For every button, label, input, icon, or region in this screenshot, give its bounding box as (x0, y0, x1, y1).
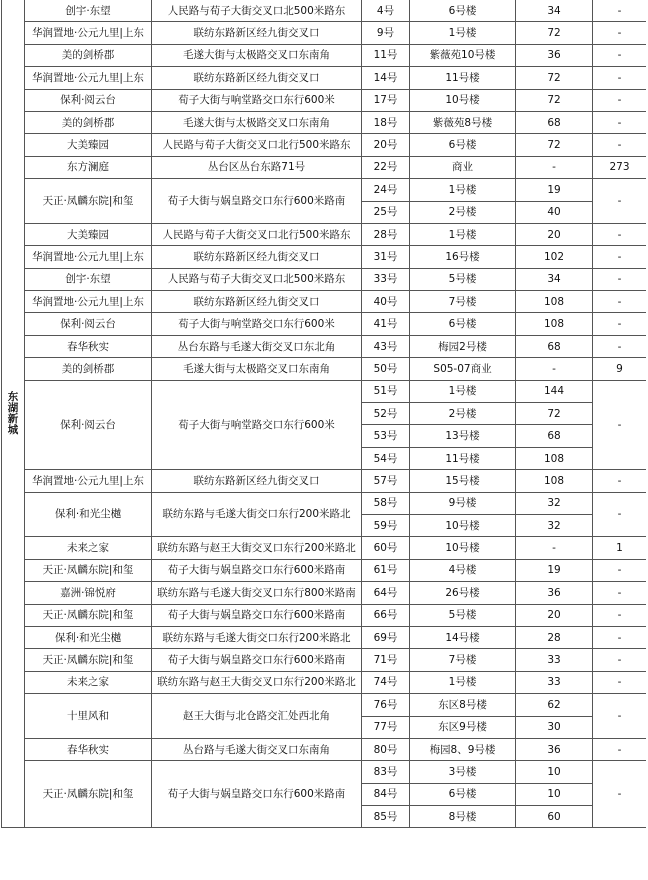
extra-count: - (593, 671, 647, 693)
extra-count: - (593, 649, 647, 671)
table-row (2, 111, 647, 133)
building-name: 6号楼 (410, 0, 516, 22)
lot-number: 61号 (362, 559, 410, 581)
project-address: 赵王大街与北仓路交汇处西北角 (152, 694, 362, 739)
building-name: 3号楼 (410, 761, 516, 783)
extra-count: - (593, 291, 647, 313)
table-row (2, 626, 647, 648)
project-name: 美的剑桥郡 (25, 358, 152, 380)
extra-count: - (593, 694, 647, 739)
building-name: 东区9号楼 (410, 716, 516, 738)
lot-number: 14号 (362, 67, 410, 89)
lot-number: 57号 (362, 470, 410, 492)
project-address: 荀子大街与娲皇路交口东行600米路南 (152, 559, 362, 581)
unit-count: 68 (516, 335, 593, 357)
project-name: 创宇·东望 (25, 0, 152, 22)
extra-count: - (593, 582, 647, 604)
project-name: 天正·凤麟东院|和玺 (25, 179, 152, 224)
project-name: 天正·凤麟东院|和玺 (25, 649, 152, 671)
lot-number: 76号 (362, 694, 410, 716)
table-row (2, 89, 647, 111)
building-name: 1号楼 (410, 380, 516, 402)
building-name: 11号楼 (410, 447, 516, 469)
district-label: 东湖新城 (7, 390, 19, 436)
project-address: 人民路与荀子大街交叉口北500米路东 (152, 268, 362, 290)
lot-number: 18号 (362, 111, 410, 133)
unit-count: 108 (516, 313, 593, 335)
project-name: 天正·凤麟东院|和玺 (25, 559, 152, 581)
extra-count: - (593, 335, 647, 357)
project-name: 保利·和光尘樾 (25, 626, 152, 648)
project-address: 丛台路与毛遂大街交叉口东南角 (152, 738, 362, 760)
lot-number: 22号 (362, 156, 410, 178)
project-name: 华润置地·公元九里|上东 (25, 22, 152, 44)
unit-count: 34 (516, 268, 593, 290)
project-name: 天正·凤麟东院|和玺 (25, 761, 152, 828)
lot-number: 50号 (362, 358, 410, 380)
unit-count: 36 (516, 582, 593, 604)
project-name: 华润置地·公元九里|上东 (25, 246, 152, 268)
table-row (2, 291, 647, 313)
project-name: 未来之家 (25, 671, 152, 693)
extra-count: - (593, 492, 647, 537)
project-name: 天正·凤麟东院|和玺 (25, 604, 152, 626)
lot-number: 83号 (362, 761, 410, 783)
unit-count: 28 (516, 626, 593, 648)
unit-count: 36 (516, 44, 593, 66)
table-row (2, 492, 647, 514)
housing-table (1, 0, 646, 828)
building-name: 1号楼 (410, 179, 516, 201)
extra-count: - (593, 313, 647, 335)
lot-number: 59号 (362, 514, 410, 536)
table-row (2, 582, 647, 604)
unit-count: 68 (516, 425, 593, 447)
project-name: 华润置地·公元九里|上东 (25, 67, 152, 89)
building-name: 15号楼 (410, 470, 516, 492)
project-address: 联纺东路与赵王大街交叉口东行200米路北 (152, 537, 362, 559)
project-address: 人民路与荀子大街交叉口北500米路东 (152, 0, 362, 22)
extra-count: - (593, 89, 647, 111)
unit-count: 102 (516, 246, 593, 268)
table-row (2, 537, 647, 559)
unit-count: 30 (516, 716, 593, 738)
building-name: 6号楼 (410, 313, 516, 335)
building-name: 7号楼 (410, 649, 516, 671)
building-name: 10号楼 (410, 537, 516, 559)
project-address: 丛台东路与毛遂大街交叉口东北角 (152, 335, 362, 357)
building-name: 1号楼 (410, 22, 516, 44)
project-name: 东方澜庭 (25, 156, 152, 178)
lot-number: 69号 (362, 626, 410, 648)
project-address: 联纺东路与赵王大街交叉口东行200米路北 (152, 671, 362, 693)
lot-number: 40号 (362, 291, 410, 313)
project-address: 荀子大街与响堂路交口东行600米 (152, 380, 362, 470)
lot-number: 52号 (362, 403, 410, 425)
lot-number: 80号 (362, 738, 410, 760)
lot-number: 71号 (362, 649, 410, 671)
table-row (2, 358, 647, 380)
building-name: 2号楼 (410, 403, 516, 425)
extra-count: - (593, 380, 647, 470)
extra-count: - (593, 134, 647, 156)
building-name: 1号楼 (410, 223, 516, 245)
building-name: 5号楼 (410, 268, 516, 290)
lot-number: 20号 (362, 134, 410, 156)
extra-count: - (593, 761, 647, 828)
project-name: 美的剑桥郡 (25, 111, 152, 133)
project-name: 保利·阅云台 (25, 380, 152, 470)
project-name: 华润置地·公元九里|上东 (25, 291, 152, 313)
extra-count: - (593, 223, 647, 245)
building-name: 7号楼 (410, 291, 516, 313)
unit-count: 33 (516, 671, 593, 693)
project-name: 春华秋实 (25, 335, 152, 357)
table-row (2, 246, 647, 268)
extra-count: 273 (593, 156, 647, 178)
lot-number: 53号 (362, 425, 410, 447)
unit-count: 108 (516, 470, 593, 492)
extra-count: - (593, 111, 647, 133)
extra-count: - (593, 67, 647, 89)
building-name: 13号楼 (410, 425, 516, 447)
building-name: 4号楼 (410, 559, 516, 581)
project-name: 华润置地·公元九里|上东 (25, 470, 152, 492)
table-row (2, 559, 647, 581)
extra-count: 1 (593, 537, 647, 559)
building-name: 商业 (410, 156, 516, 178)
unit-count: 10 (516, 761, 593, 783)
extra-count: - (593, 626, 647, 648)
table-row (2, 335, 647, 357)
table-row (2, 22, 647, 44)
project-address: 毛遂大街与太极路交叉口东南角 (152, 111, 362, 133)
table-row (2, 671, 647, 693)
unit-count: 62 (516, 694, 593, 716)
table-row (2, 470, 647, 492)
table-row (2, 604, 647, 626)
extra-count: - (593, 0, 647, 22)
building-name: 8号楼 (410, 806, 516, 828)
project-address: 毛遂大街与太极路交叉口东南角 (152, 358, 362, 380)
unit-count: 32 (516, 492, 593, 514)
project-name: 大美臻园 (25, 223, 152, 245)
lot-number: 58号 (362, 492, 410, 514)
building-name: 16号楼 (410, 246, 516, 268)
unit-count: 20 (516, 604, 593, 626)
lot-number: 17号 (362, 89, 410, 111)
table-row (2, 67, 647, 89)
project-address: 联纺东路新区经九街交叉口 (152, 470, 362, 492)
project-address: 联纺东路与毛遂大街交口东行200米路北 (152, 492, 362, 537)
unit-count: 68 (516, 111, 593, 133)
lot-number: 28号 (362, 223, 410, 245)
project-name: 保利·阅云台 (25, 89, 152, 111)
unit-count: 19 (516, 559, 593, 581)
building-name: 9号楼 (410, 492, 516, 514)
extra-count: - (593, 44, 647, 66)
project-address: 荀子大街与娲皇路交口东行600米路南 (152, 761, 362, 828)
lot-number: 4号 (362, 0, 410, 22)
unit-count: 144 (516, 380, 593, 402)
unit-count: 72 (516, 89, 593, 111)
project-address: 联纺东路新区经九街交叉口 (152, 291, 362, 313)
lot-number: 64号 (362, 582, 410, 604)
unit-count: 108 (516, 291, 593, 313)
lot-number: 11号 (362, 44, 410, 66)
building-name: 紫薇苑8号楼 (410, 111, 516, 133)
building-name: S05-07商业 (410, 358, 516, 380)
extra-count: - (593, 470, 647, 492)
extra-count: 9 (593, 358, 647, 380)
extra-count: - (593, 738, 647, 760)
unit-count: - (516, 537, 593, 559)
table-row (2, 44, 647, 66)
table-row (2, 0, 647, 22)
building-name: 10号楼 (410, 89, 516, 111)
building-name: 11号楼 (410, 67, 516, 89)
unit-count: 33 (516, 649, 593, 671)
building-name: 26号楼 (410, 582, 516, 604)
table-viewport (1, 0, 646, 880)
unit-count: 72 (516, 134, 593, 156)
project-address: 联纺东路新区经九街交叉口 (152, 22, 362, 44)
lot-number: 85号 (362, 806, 410, 828)
project-address: 联纺东路与毛遂大街交口东行200米路北 (152, 626, 362, 648)
building-name: 14号楼 (410, 626, 516, 648)
project-address: 荀子大街与娲皇路交口东行600米路南 (152, 649, 362, 671)
table-row (2, 738, 647, 760)
extra-count: - (593, 559, 647, 581)
unit-count: - (516, 358, 593, 380)
table-row (2, 156, 647, 178)
project-name: 保利·和光尘樾 (25, 492, 152, 537)
table-row (2, 179, 647, 201)
project-name: 嘉洲·锦悦府 (25, 582, 152, 604)
project-name: 大美臻园 (25, 134, 152, 156)
lot-number: 51号 (362, 380, 410, 402)
lot-number: 31号 (362, 246, 410, 268)
project-address: 联纺东路新区经九街交叉口 (152, 246, 362, 268)
unit-count: 60 (516, 806, 593, 828)
unit-count: 72 (516, 403, 593, 425)
lot-number: 43号 (362, 335, 410, 357)
unit-count: 32 (516, 514, 593, 536)
lot-number: 66号 (362, 604, 410, 626)
table-row (2, 134, 647, 156)
lot-number: 60号 (362, 537, 410, 559)
building-name: 梅园8、9号楼 (410, 738, 516, 760)
unit-count: 108 (516, 447, 593, 469)
table-row (2, 649, 647, 671)
extra-count: - (593, 246, 647, 268)
lot-number: 54号 (362, 447, 410, 469)
project-name: 十里风和 (25, 694, 152, 739)
project-address: 丛台区丛台东路71号 (152, 156, 362, 178)
lot-number: 33号 (362, 268, 410, 290)
building-name: 梅园2号楼 (410, 335, 516, 357)
lot-number: 9号 (362, 22, 410, 44)
project-address: 联纺东路新区经九街交叉口 (152, 67, 362, 89)
table-row (2, 223, 647, 245)
extra-count: - (593, 268, 647, 290)
project-name: 未来之家 (25, 537, 152, 559)
unit-count: - (516, 156, 593, 178)
unit-count: 34 (516, 0, 593, 22)
unit-count: 19 (516, 179, 593, 201)
project-address: 联纺东路与毛遂大街交叉口东行800米路南 (152, 582, 362, 604)
table-row (2, 761, 647, 783)
project-name: 春华秋实 (25, 738, 152, 760)
project-name: 创宇·东望 (25, 268, 152, 290)
unit-count: 10 (516, 783, 593, 805)
project-address: 荀子大街与响堂路交口东行600米 (152, 89, 362, 111)
unit-count: 36 (516, 738, 593, 760)
table-body (2, 0, 647, 828)
project-name: 保利·阅云台 (25, 313, 152, 335)
building-name: 5号楼 (410, 604, 516, 626)
project-address: 荀子大街与响堂路交口东行600米 (152, 313, 362, 335)
building-name: 2号楼 (410, 201, 516, 223)
lot-number: 77号 (362, 716, 410, 738)
project-address: 人民路与荀子大街交叉口北行500米路东 (152, 223, 362, 245)
unit-count: 40 (516, 201, 593, 223)
unit-count: 20 (516, 223, 593, 245)
building-name: 东区8号楼 (410, 694, 516, 716)
project-address: 荀子大街与娲皇路交口东行600米路南 (152, 179, 362, 224)
extra-count: - (593, 604, 647, 626)
project-address: 荀子大街与娲皇路交口东行600米路南 (152, 604, 362, 626)
district-cell (2, 0, 25, 828)
extra-count: - (593, 179, 647, 224)
unit-count: 72 (516, 22, 593, 44)
table-row (2, 268, 647, 290)
unit-count: 72 (516, 67, 593, 89)
building-name: 6号楼 (410, 783, 516, 805)
lot-number: 74号 (362, 671, 410, 693)
lot-number: 41号 (362, 313, 410, 335)
extra-count: - (593, 22, 647, 44)
lot-number: 24号 (362, 179, 410, 201)
building-name: 紫薇苑10号楼 (410, 44, 516, 66)
lot-number: 25号 (362, 201, 410, 223)
table-row (2, 380, 647, 402)
building-name: 6号楼 (410, 134, 516, 156)
table-row (2, 694, 647, 716)
table-row (2, 313, 647, 335)
project-address: 人民路与荀子大街交叉口北行500米路东 (152, 134, 362, 156)
building-name: 1号楼 (410, 671, 516, 693)
project-name: 美的剑桥郡 (25, 44, 152, 66)
lot-number: 84号 (362, 783, 410, 805)
project-address: 毛遂大街与太极路交叉口东南角 (152, 44, 362, 66)
building-name: 10号楼 (410, 514, 516, 536)
